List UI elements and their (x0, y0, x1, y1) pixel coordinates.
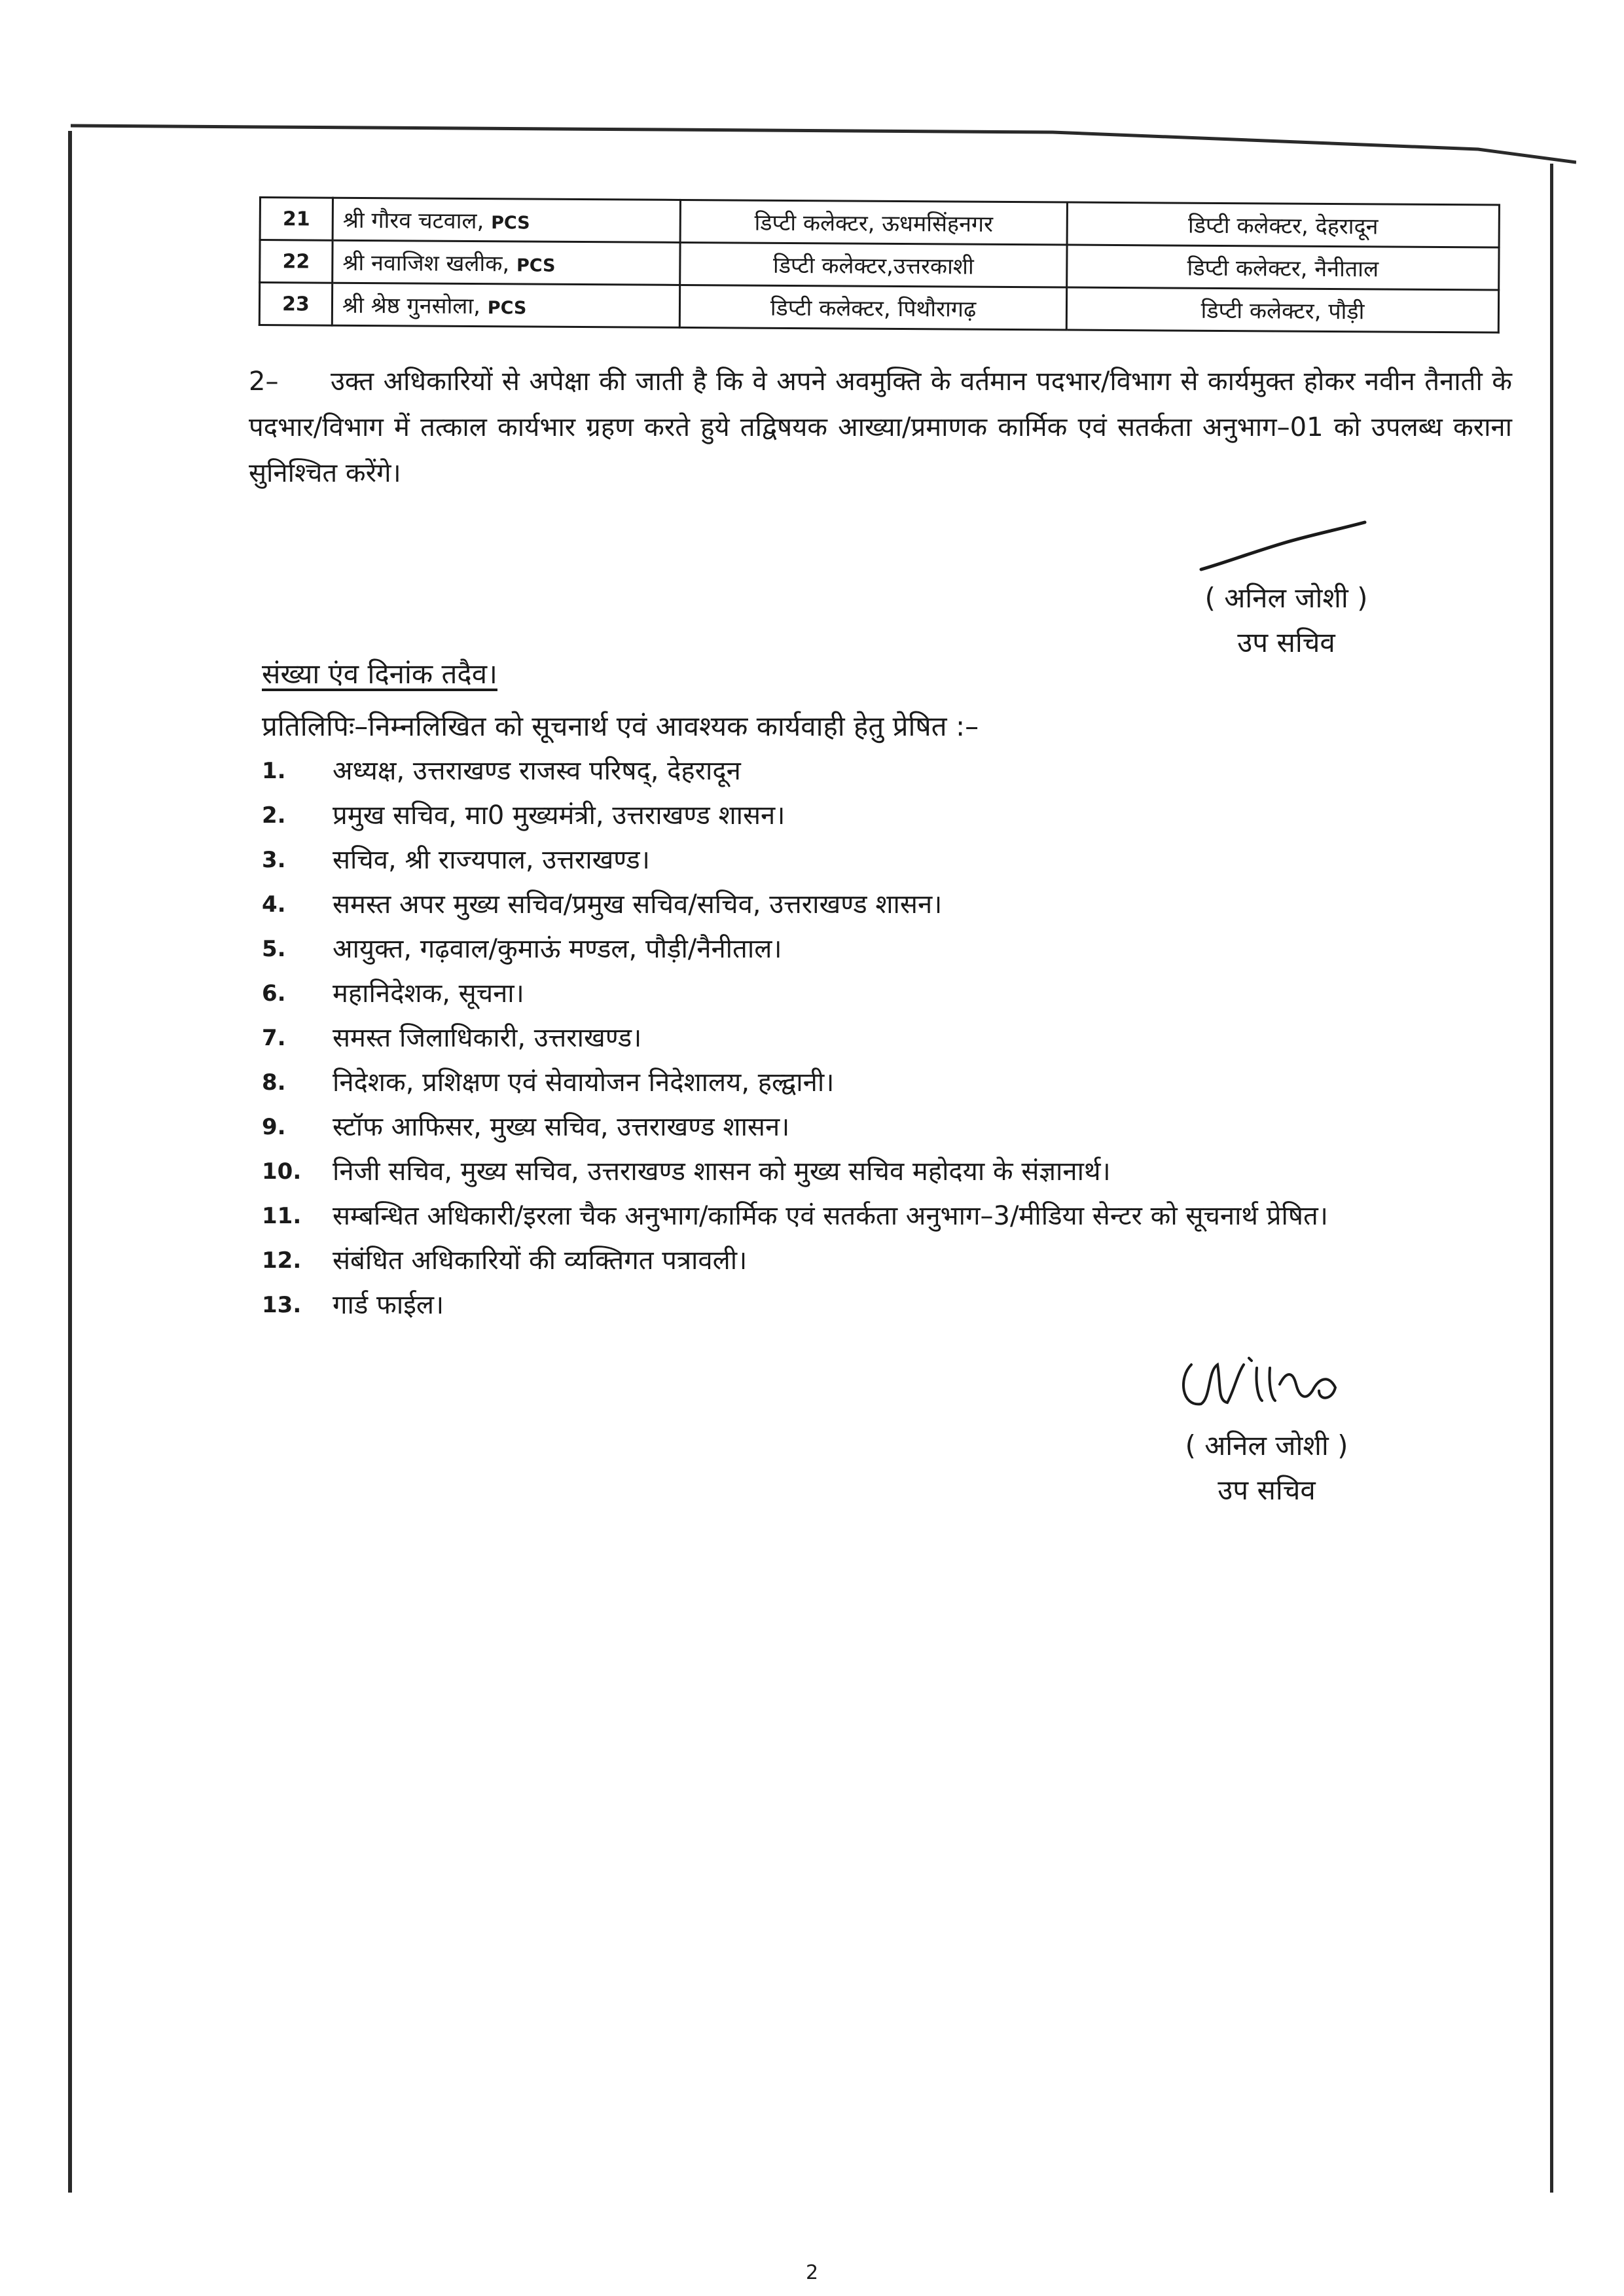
signatory-designation: उप सचिव (1237, 626, 1335, 658)
current-posting: डिप्टी कलेक्टर, पिथौरागढ़ (679, 285, 1066, 330)
list-item-number: 11. (262, 1203, 302, 1229)
current-posting: डिप्टी कलेक्टर,उत्तरकाशी (680, 242, 1067, 287)
signatory-name: ( अनिल जोशी ) (1204, 582, 1368, 614)
list-item (262, 1283, 1519, 1327)
new-posting: डिप्टी कलेक्टर, देहरादून (1067, 202, 1499, 247)
service-tag: PCS (516, 255, 556, 276)
list-item-text: अध्यक्ष, उत्तराखण्ड राजस्व परिषद्, देहरादून (333, 756, 741, 786)
list-item-number: 1. (262, 758, 286, 784)
list-item (262, 749, 1519, 793)
page-frame-top-edge (71, 123, 1576, 169)
list-item-text: स्टॉफ आफिसर, मुख्य सचिव, उत्तराखण्ड शासन। (333, 1112, 790, 1142)
paragraph-number: 2– (249, 367, 279, 397)
serial-number: 21 (260, 198, 333, 241)
list-item-text: निजी सचिव, मुख्य सचिव, उत्तराखण्ड शासन को मुख्य सचिव महोदया के संज्ञानार्थ। (333, 1157, 1111, 1187)
list-item-text: महानिदेशक, सूचना। (333, 978, 524, 1009)
list-item (262, 972, 1519, 1015)
list-item (262, 1150, 1519, 1193)
list-item (262, 1016, 1519, 1060)
list-item (262, 883, 1519, 926)
list-item-number: 3. (262, 847, 286, 873)
list-item-text: प्रमुख सचिव, मा0 मुख्यमंत्री, उत्तराखण्ड शासन। (333, 800, 785, 831)
list-item-number: 9. (262, 1114, 286, 1140)
list-item-text: समस्त जिलाधिकारी, उत्तराखण्ड। (333, 1023, 642, 1053)
list-item (262, 1194, 1519, 1238)
list-item-number: 12. (262, 1247, 302, 1274)
officer-name (333, 198, 680, 242)
serial-number: 22 (260, 240, 333, 283)
list-item (262, 1105, 1519, 1149)
list-item-number: 6. (262, 980, 286, 1007)
list-item (262, 838, 1519, 882)
list-item-number: 5. (262, 936, 286, 962)
list-item-number: 8. (262, 1069, 286, 1096)
table-row (260, 240, 1499, 291)
list-item-number: 10. (262, 1158, 302, 1185)
list-item-text: निदेशक, प्रशिक्षण एवं सेवायोजन निदेशालय, हल्द्वानी। (333, 1067, 835, 1098)
list-item-text: गार्ड फाईल। (333, 1290, 444, 1320)
list-item (262, 794, 1519, 837)
new-posting: डिप्टी कलेक्टर, पौड़ी (1066, 287, 1498, 332)
copy-to-heading: प्रतिलिपिः–निम्नलिखित को सूचनार्थ एवं आवश्यक कार्यवाही हेतु प्रेषित :– (262, 710, 979, 742)
signatory-block (1146, 576, 1427, 665)
serial-number: 23 (259, 283, 332, 326)
instruction-paragraph (249, 359, 1512, 496)
list-item (262, 1239, 1519, 1282)
current-posting: डिप्टी कलेक्टर, ऊधमसिंहनगर (680, 200, 1067, 245)
signatory-block-2 (1126, 1424, 1407, 1513)
paragraph-text: उक्त अधिकारियों से अपेक्षा की जाती है कि वे अपने अवमुक्ति के वर्तमान पदभार/विभाग से कार्यमुक्त होकर नवीन तैनाती के पदभार/विभाग में तत्काल कार्यभार ग्रहण करते हुये तद्विषयक आख्या/प्रमाणक कार्मिक एवं सतर्कता अनुभाग–01 को उपलब्ध कराना सुनिश्चित करेंगे। (249, 367, 1512, 488)
service-tag: PCS (491, 213, 530, 234)
list-item-text: सचिव, श्री राज्यपाल, उत्तराखण्ड। (333, 845, 650, 875)
list-item-text: समस्त अपर मुख्य सचिव/प्रमुख सचिव/सचिव, उत्तराखण्ड शासन। (333, 889, 943, 920)
page-number: 2 (805, 2261, 819, 2284)
officer-name (333, 240, 680, 285)
reference-line: संख्या एंव दिनांक तदैव। (262, 658, 497, 690)
list-item-number: 7. (262, 1025, 286, 1051)
list-item (262, 927, 1519, 971)
transfer-table (259, 196, 1500, 334)
handwritten-signature (1172, 1345, 1342, 1417)
service-tag: PCS (487, 298, 527, 319)
signatory-name-2: ( अनिल जोशी ) (1185, 1429, 1348, 1462)
officer-name-text: श्री गौरव चटवाल, (342, 207, 484, 235)
signature-stroke (1198, 517, 1368, 576)
signatory-designation-2: उप सचिव (1218, 1474, 1316, 1506)
officer-name-text: श्री श्रेष्ठ गुनसोला, (342, 292, 481, 320)
table-row (260, 198, 1499, 248)
list-item-text: आयुक्त, गढ़वाल/कुमाऊं मण्डल, पौड़ी/नैनीताल। (333, 934, 782, 964)
officer-name-text: श्री नवाजिश खलीक, (342, 249, 510, 278)
list-item-number: 4. (262, 891, 286, 918)
list-item (262, 1061, 1519, 1104)
list-item-number: 13. (262, 1292, 302, 1318)
page-frame-right-edge (1550, 164, 1553, 2193)
list-item-text: संबंधित अधिकारियों की व्यक्तिगत पत्रावली। (333, 1246, 748, 1276)
page-frame-left-edge (68, 131, 72, 2193)
list-item-text: सम्बन्धित अधिकारी/इरला चैक अनुभाग/कार्मिक एवं सतर्कता अनुभाग–3/मीडिया सेन्टर को सूचनार्थ प्रेषित। (333, 1201, 1328, 1231)
list-item-number: 2. (262, 802, 286, 829)
new-posting: डिप्टी कलेक्टर, नैनीताल (1067, 245, 1499, 290)
copy-to-list (262, 749, 1519, 1328)
table-row (259, 283, 1498, 333)
officer-name (332, 283, 679, 327)
